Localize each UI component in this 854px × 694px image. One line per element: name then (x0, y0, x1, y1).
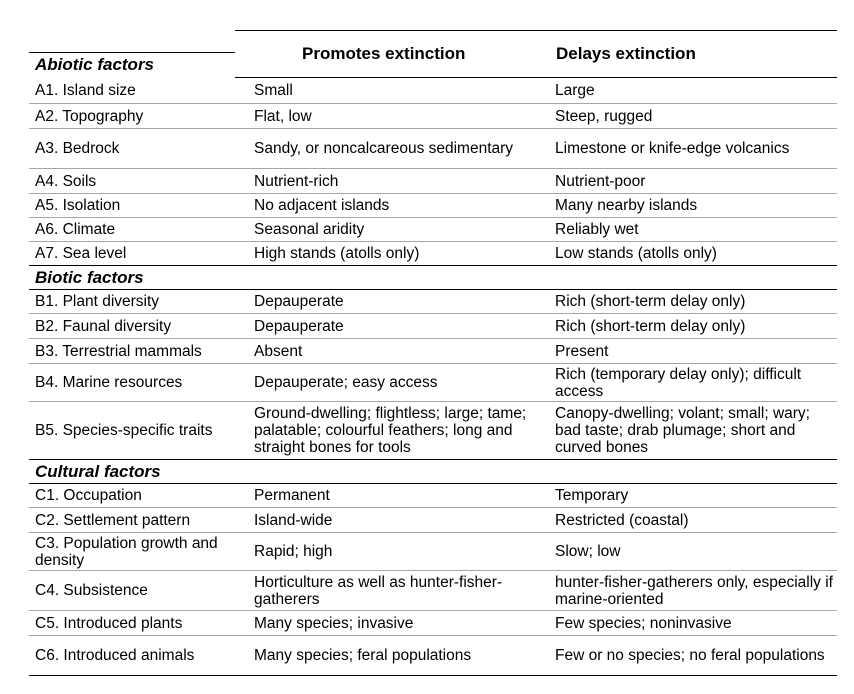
promotes-cell: Depauperate (254, 317, 344, 335)
table-row (29, 193, 837, 217)
promotes-cell: Rapid; high (254, 543, 333, 560)
promotes-cell: Depauperate; easy access (254, 374, 438, 391)
table-header (29, 30, 837, 78)
table-row (29, 570, 837, 610)
factor-cell: C2. Settlement pattern (35, 511, 191, 529)
section-title-biotic: Biotic factors (35, 267, 144, 287)
table-row (29, 289, 837, 313)
table-row (29, 507, 837, 532)
delays-cell: Reliably wet (555, 221, 639, 238)
delays-cell: Temporary (555, 487, 629, 504)
delays-cell: Low stands (atolls only) (555, 245, 717, 262)
factor-cell: B3. Terrestrial mammals (35, 342, 202, 360)
promotes-cell: Small (254, 82, 293, 99)
table-row (29, 217, 837, 241)
factors-table (29, 30, 837, 676)
delays-cell: Few species; noninvasive (555, 614, 732, 632)
table-row (29, 338, 837, 363)
section-header-biotic (29, 265, 837, 289)
promotes-cell: Many species; invasive (254, 614, 414, 632)
delays-cell: Present (555, 342, 609, 360)
promotes-cell: Nutrient-rich (254, 172, 339, 190)
factor-cell: A5. Isolation (35, 197, 121, 214)
section-title-abiotic: Abiotic factors (35, 55, 155, 74)
column-header-delays: Delays extinction (556, 44, 696, 63)
promotes-cell: Seasonal aridity (254, 221, 365, 238)
section-header-cultural (29, 459, 837, 483)
delays-cell: Rich (temporary delay only); difficult access (555, 365, 802, 400)
delays-cell: Many nearby islands (555, 197, 698, 214)
table-row (29, 103, 837, 128)
delays-cell: Rich (short-term delay only) (555, 293, 746, 310)
table-row (29, 241, 837, 265)
promotes-cell: Absent (254, 342, 303, 360)
factor-cell: B2. Faunal diversity (35, 317, 172, 335)
table-row (29, 483, 837, 507)
delays-cell: Restricted (coastal) (555, 511, 689, 529)
factor-cell: C5. Introduced plants (35, 614, 183, 632)
factor-cell: A1. Island size (35, 82, 136, 99)
factor-cell: C3. Population growth and density (35, 534, 218, 569)
table-row (29, 363, 837, 401)
promotes-cell: Sandy, or noncalcareous sedimentary (254, 140, 514, 157)
factor-cell: A6. Climate (35, 221, 116, 238)
factor-cell: B5. Species-specific traits (35, 422, 213, 439)
header-top-rule (235, 30, 837, 31)
table-row (29, 128, 837, 168)
delays-cell: Few or no species; no feral populations (555, 647, 825, 664)
delays-cell: Limestone or knife-edge volcanics (555, 140, 790, 157)
factor-cell: A7. Sea level (35, 245, 127, 262)
table-row (29, 532, 837, 570)
promotes-cell: No adjacent islands (254, 197, 390, 214)
table-row (29, 610, 837, 635)
promotes-cell: Many species; feral populations (254, 647, 472, 664)
promotes-cell: Ground-dwelling; flightless; large; tame; palatable; colourful feathers; long and straight bones for tools (254, 405, 527, 456)
table-bottom-rule (29, 675, 837, 676)
delays-cell: Steep, rugged (555, 107, 653, 125)
table-row (29, 168, 837, 193)
table-row (29, 313, 837, 338)
section-title-cultural: Cultural factors (35, 461, 161, 481)
delays-cell: hunter-fisher-gatherers only, especially if marine-oriented (555, 573, 833, 608)
promotes-cell: Horticulture as well as hunter-fisher-gatherers (254, 573, 503, 608)
factor-cell: A3. Bedrock (35, 140, 120, 157)
factor-cell: C6. Introduced animals (35, 647, 195, 664)
factor-cell: C4. Subsistence (35, 582, 148, 599)
delays-cell: Rich (short-term delay only) (555, 317, 746, 335)
delays-cell: Large (555, 82, 595, 99)
factor-cell: A2. Topography (35, 107, 144, 125)
promotes-cell: High stands (atolls only) (254, 245, 420, 262)
factor-cell: B1. Plant diversity (35, 293, 160, 310)
promotes-cell: Depauperate (254, 293, 344, 310)
table-row (29, 78, 837, 103)
factor-cell: A4. Soils (35, 172, 97, 190)
promotes-cell: Island-wide (254, 511, 333, 529)
factor-cell: B4. Marine resources (35, 374, 183, 391)
delays-cell: Slow; low (555, 543, 621, 560)
table-row (29, 635, 837, 675)
delays-cell: Nutrient-poor (555, 172, 646, 190)
promotes-cell: Flat, low (254, 107, 312, 125)
factor-cell: C1. Occupation (35, 487, 142, 504)
column-header-promotes: Promotes extinction (302, 44, 466, 63)
promotes-cell: Permanent (254, 487, 330, 504)
delays-cell: Canopy-dwelling; volant; small; wary; bad taste; drab plumage; short and curved bones (555, 405, 810, 456)
table-row (29, 401, 837, 459)
